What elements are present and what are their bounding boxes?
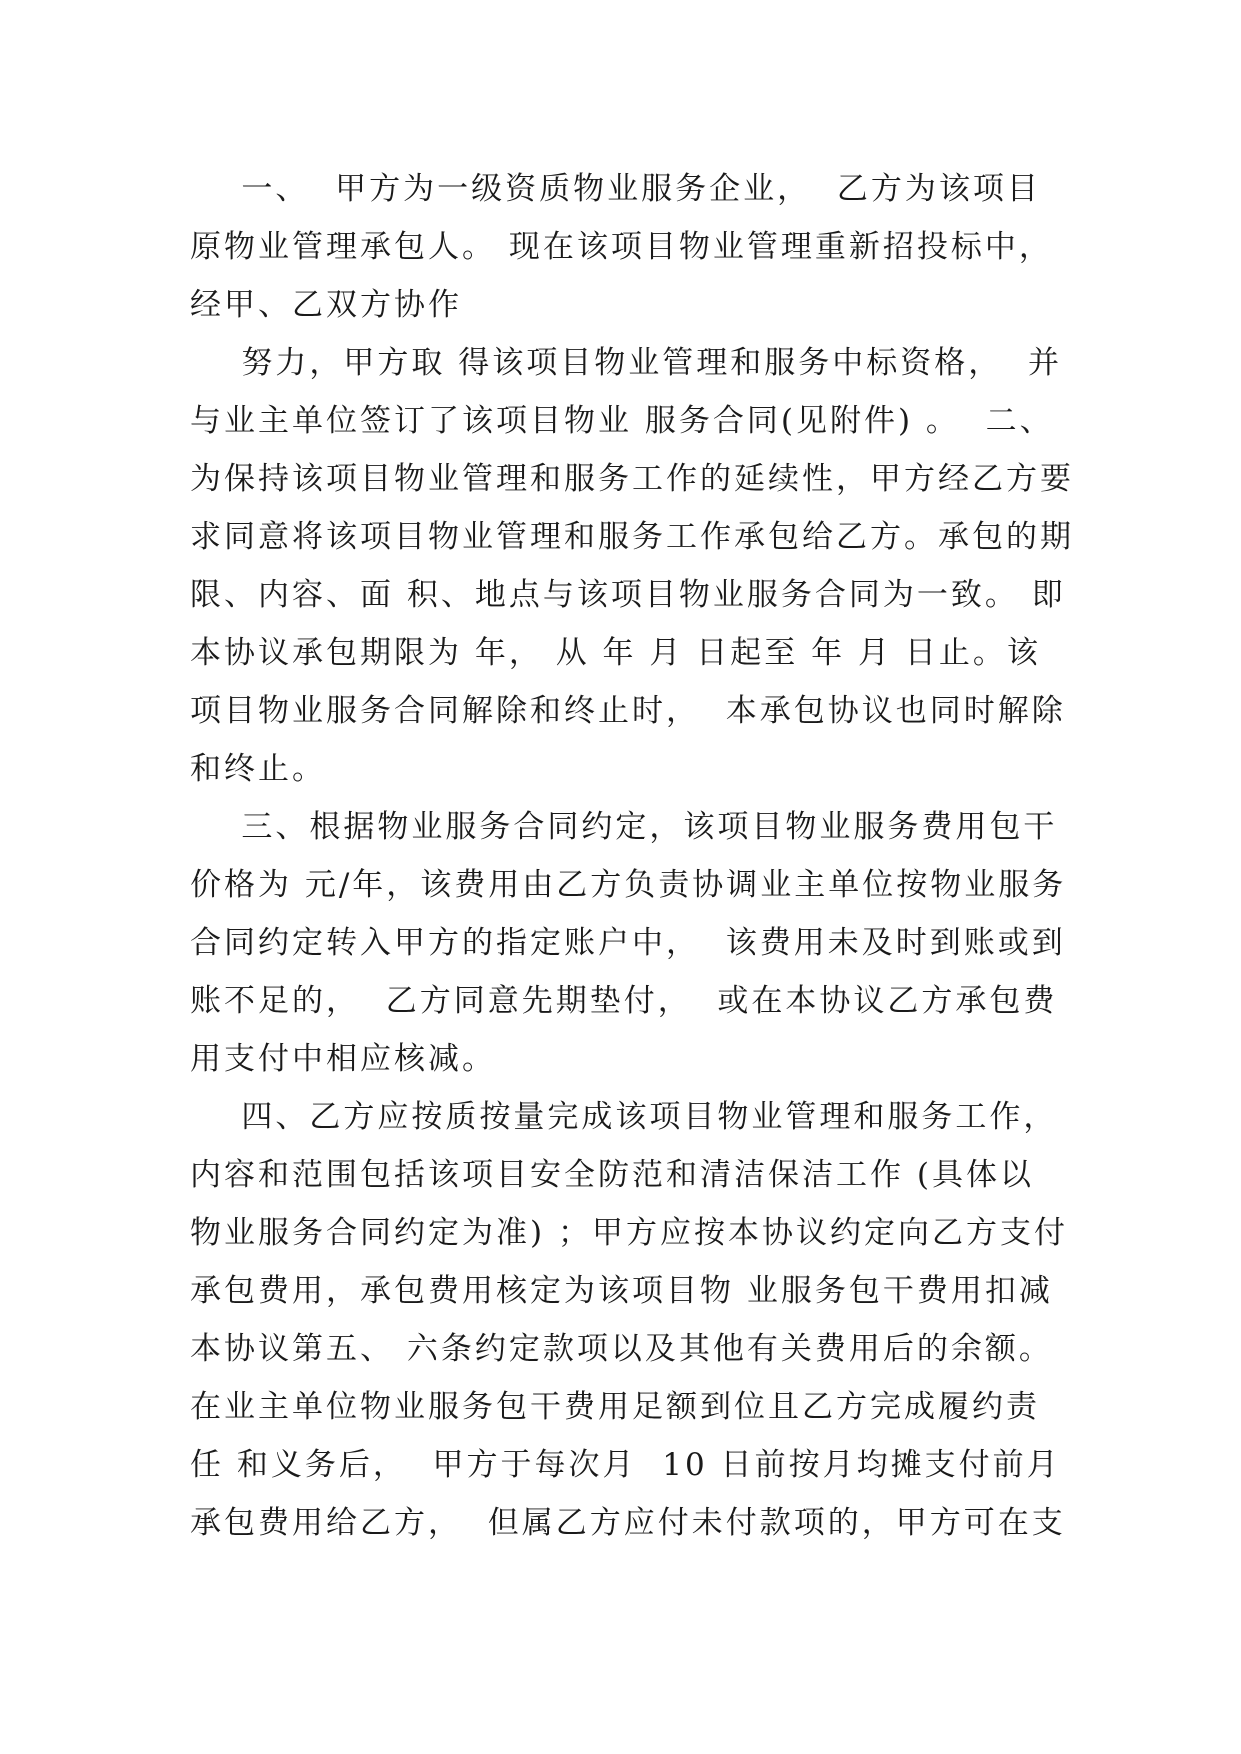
text-line: 在业主单位物业服务包干费用足额到位且乙方完成履约责 [190, 1389, 1040, 1425]
text-line: 三、根据物业服务合同约定，该项目物业服务费用包干 [190, 809, 1058, 845]
text-line: 承包费用，承包费用核定为该项目物 业服务包干费用扣减 [190, 1273, 1053, 1309]
text-line: 和终止。 [190, 751, 326, 787]
text-line: 四、乙方应按质按量完成该项目物业管理和服务工作， [190, 1099, 1058, 1135]
text-line: 内容和范围包括该项目安全防范和清洁保洁工作 (具体以 [190, 1157, 1034, 1193]
text-line: 原物业管理承包人。 现在该项目物业管理重新招投标中， [190, 229, 1053, 265]
text-line: 本协议第五、 六条约定款项以及其他有关费用后的余额。 [190, 1331, 1053, 1367]
text-line: 物业服务合同约定为准) ；甲方应按本协议约定向乙方支付 [190, 1215, 1068, 1251]
text-line: 任 和义务后， 甲方于每次月 10 日前按月均摊支付前月 [190, 1447, 1061, 1483]
document-body [190, 160, 1074, 1552]
text-line: 为保持该项目物业管理和服务工作的延续性，甲方经乙方要 [190, 461, 1074, 497]
text-line: 用支付中相应核减。 [190, 1041, 496, 1077]
text-line: 与业主单位签订了该项目物业 服务合同(见附件) 。 二、 [190, 403, 1054, 439]
text-line: 经甲、乙双方协作 [190, 287, 462, 323]
text-line: 求同意将该项目物业管理和服务工作承包给乙方。承包的期 [190, 519, 1074, 555]
text-line: 限、内容、面 积、地点与该项目物业服务合同为一致。 即 [190, 577, 1066, 613]
text-line: 项目物业服务合同解除和终止时， 本承包协议也同时解除 [190, 693, 1066, 729]
text-line: 本协议承包期限为 年， 从 年 月 日起至 年 月 日止。该 [190, 635, 1041, 671]
text-line: 价格为 元/年，该费用由乙方负责协调业主单位按物业服务 [190, 867, 1067, 903]
text-line: 合同约定转入甲方的指定账户中， 该费用未及时到账或到 [190, 925, 1066, 961]
text-line: 努力，甲方取 得该项目物业管理和服务中标资格， 并 [190, 345, 1062, 381]
text-line: 承包费用给乙方， 但属乙方应付未付款项的，甲方可在支 [190, 1505, 1066, 1541]
text-line: 一、 甲方为一级资质物业服务企业， 乙方为该项目 [190, 171, 1041, 207]
text-line: 账不足的， 乙方同意先期垫付， 或在本协议乙方承包费 [190, 983, 1058, 1019]
